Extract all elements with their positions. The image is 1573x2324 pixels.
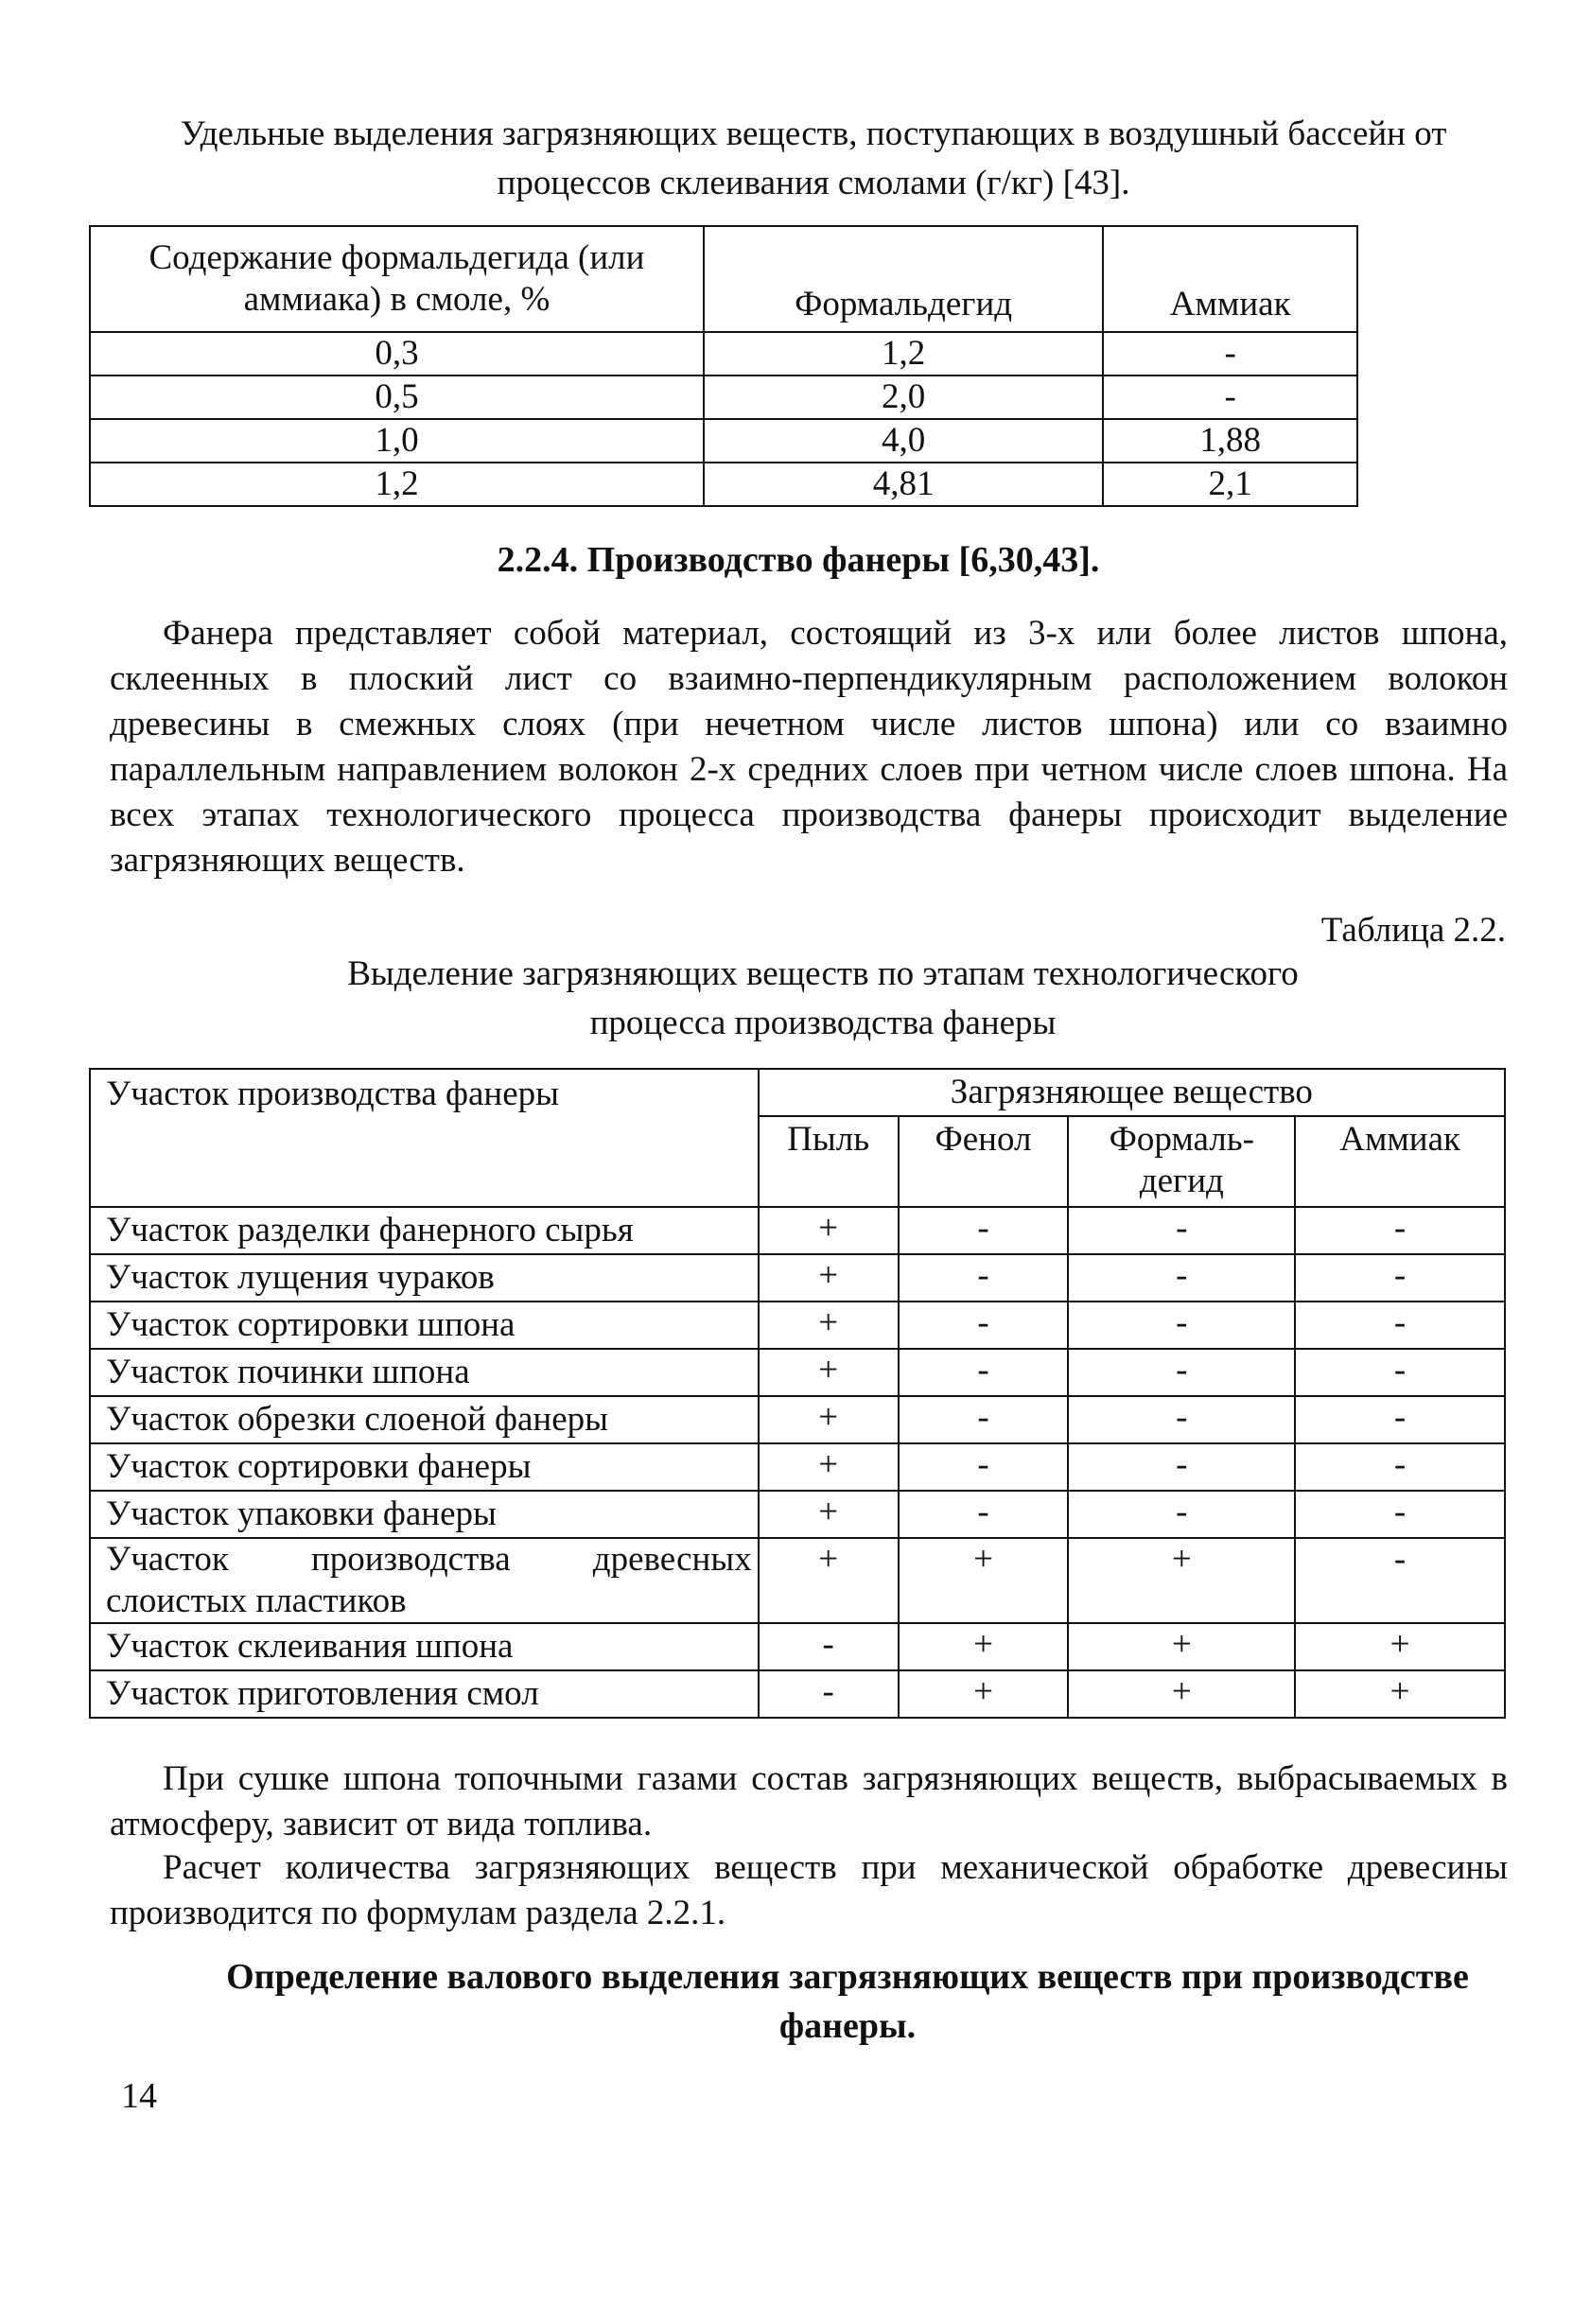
table-cell: 2,0 [704, 376, 1103, 419]
presence-cell: - [1295, 1538, 1505, 1623]
resin-emission-table [89, 225, 1358, 507]
area-cell: Участок приготовления смол [90, 1670, 759, 1718]
table-cell: 0,5 [90, 376, 704, 419]
header-resin-content: Содержание формальдегида (или аммиака) в смоле, % [90, 226, 704, 332]
presence-cell: + [1068, 1623, 1295, 1670]
header-formaldehyde [1068, 1116, 1295, 1207]
header-formaldehyde-text: Формаль-дегид [1109, 1120, 1254, 1200]
table-row [90, 1349, 1505, 1396]
table-row [90, 1396, 1505, 1443]
presence-cell: + [899, 1538, 1069, 1623]
table-row [90, 1538, 1505, 1623]
header-ammonia: Аммиак [1103, 226, 1357, 332]
presence-cell: - [899, 1349, 1069, 1396]
area-cell: Участок обрезки слоеной фанеры [90, 1396, 759, 1443]
table-row [90, 1207, 1505, 1254]
table2-caption-line: процесса производства фанеры [589, 1004, 1057, 1042]
table-header-row [90, 226, 1357, 332]
presence-cell: - [759, 1623, 899, 1670]
header-area: Участок производства фанеры [90, 1069, 759, 1207]
presence-cell: - [899, 1254, 1069, 1302]
table1-caption: Удельные выделения загрязняющих веществ, поступающих в воздушный бассейн от процессов склеивания смолами (г/кг) [43]. [180, 114, 1447, 202]
table-cell: - [1103, 332, 1357, 376]
table2-caption [208, 950, 1438, 1048]
presence-cell: + [759, 1491, 899, 1538]
header-phenol: Фенол [899, 1116, 1069, 1207]
presence-cell: + [759, 1254, 899, 1302]
presence-cell: + [899, 1670, 1069, 1718]
presence-cell: - [1068, 1443, 1295, 1491]
drying-paragraph: При сушке шпона топочными газами состав загрязняющих веществ, выбрасываемых в атмосферу, зависит от вида топлива. [110, 1759, 1508, 1843]
table-cell: 1,88 [1103, 419, 1357, 463]
table-cell: 1,0 [90, 419, 704, 463]
table-row [90, 1254, 1505, 1302]
table2-caption-line: Выделение загрязняющих веществ по этапам технологического [347, 954, 1299, 993]
area-cell: Участок упаковки фанеры [90, 1491, 759, 1538]
presence-cell: + [759, 1302, 899, 1349]
presence-cell: + [1068, 1670, 1295, 1718]
table-body [90, 1207, 1505, 1718]
presence-cell: + [1068, 1538, 1295, 1623]
table-cell: 1,2 [704, 332, 1103, 376]
header-dust: Пыль [759, 1116, 899, 1207]
table-row [90, 376, 1357, 419]
table-row [90, 1670, 1505, 1718]
presence-cell: + [759, 1538, 899, 1623]
table-row [90, 463, 1357, 506]
presence-cell: + [759, 1396, 899, 1443]
table-row [90, 1623, 1505, 1670]
presence-cell: - [1295, 1349, 1505, 1396]
table-header-row [90, 1069, 1505, 1116]
header-ammonia: Аммиак [1295, 1116, 1505, 1207]
presence-cell: + [759, 1349, 899, 1396]
header-pollutant-group: Загрязняющее вещество [759, 1069, 1505, 1116]
definition-heading: Определение валового выделения загрязняющих веществ при производстве фанеры. [226, 1957, 1469, 2046]
area-cell: Участок разделки фанерного сырья [90, 1207, 759, 1254]
presence-cell: - [1295, 1443, 1505, 1491]
presence-cell: + [899, 1623, 1069, 1670]
presence-cell: - [1068, 1302, 1295, 1349]
area-cell: Участок сортировки фанеры [90, 1443, 759, 1491]
section-heading: 2.2.4. Производство фанеры [6,30,43]. [497, 540, 1100, 580]
presence-cell: - [1295, 1302, 1505, 1349]
presence-cell: + [759, 1443, 899, 1491]
plywood-paragraph: Фанера представляет собой материал, состоящий из 3-х или более листов шпона, склеенных в плоский лист со взаимно-перпендикулярным расположением волокон древесины в смежных слоях (при нечетном числе листов шпона) или со взаимно параллельным направлением волокон 2-х средних слоев при четном числе слоев шпона. На всех этапах технологического процесса производства фанеры происходит выделение загрязняющих веществ. [110, 614, 1508, 880]
table-number: Таблица 2.2. [1320, 911, 1506, 950]
area-cell: Участок производства древесных слоистых пластиков [90, 1538, 759, 1623]
presence-cell: - [759, 1670, 899, 1718]
table-cell: - [1103, 376, 1357, 419]
table-cell: 0,3 [90, 332, 704, 376]
presence-cell: - [1295, 1491, 1505, 1538]
presence-cell: - [1295, 1396, 1505, 1443]
area-cell: Участок лущения чураков [90, 1254, 759, 1302]
area-cell: Участок сортировки шпона [90, 1302, 759, 1349]
header-formaldehyde: Формальдегид [704, 226, 1103, 332]
presence-cell: - [899, 1302, 1069, 1349]
table-row [90, 332, 1357, 376]
presence-cell: - [1068, 1491, 1295, 1538]
presence-cell: - [899, 1491, 1069, 1538]
calculation-paragraph: Расчет количества загрязняющих веществ при механической обработке древесины производится по формулам раздела 2.2.1. [110, 1848, 1508, 1932]
presence-cell: - [899, 1396, 1069, 1443]
table-row [90, 1491, 1505, 1538]
table-row [90, 1302, 1505, 1349]
presence-cell: - [1068, 1254, 1295, 1302]
presence-cell: + [759, 1207, 899, 1254]
presence-cell: - [899, 1207, 1069, 1254]
plywood-pollutant-table [89, 1068, 1506, 1719]
presence-cell: - [1295, 1254, 1505, 1302]
presence-cell: - [1068, 1207, 1295, 1254]
area-cell: Участок починки шпона [90, 1349, 759, 1396]
table-cell: 4,0 [704, 419, 1103, 463]
table-cell: 1,2 [90, 463, 704, 506]
area-cell: Участок склеивания шпона [90, 1623, 759, 1670]
presence-cell: - [1295, 1207, 1505, 1254]
table-row [90, 419, 1357, 463]
presence-cell: - [1068, 1396, 1295, 1443]
table-cell: 2,1 [1103, 463, 1357, 506]
page-number: 14 [121, 2076, 157, 2116]
presence-cell: + [1295, 1623, 1505, 1670]
presence-cell: - [1068, 1349, 1295, 1396]
table-cell: 4,81 [704, 463, 1103, 506]
presence-cell: + [1295, 1670, 1505, 1718]
presence-cell: - [899, 1443, 1069, 1491]
table-row [90, 1443, 1505, 1491]
